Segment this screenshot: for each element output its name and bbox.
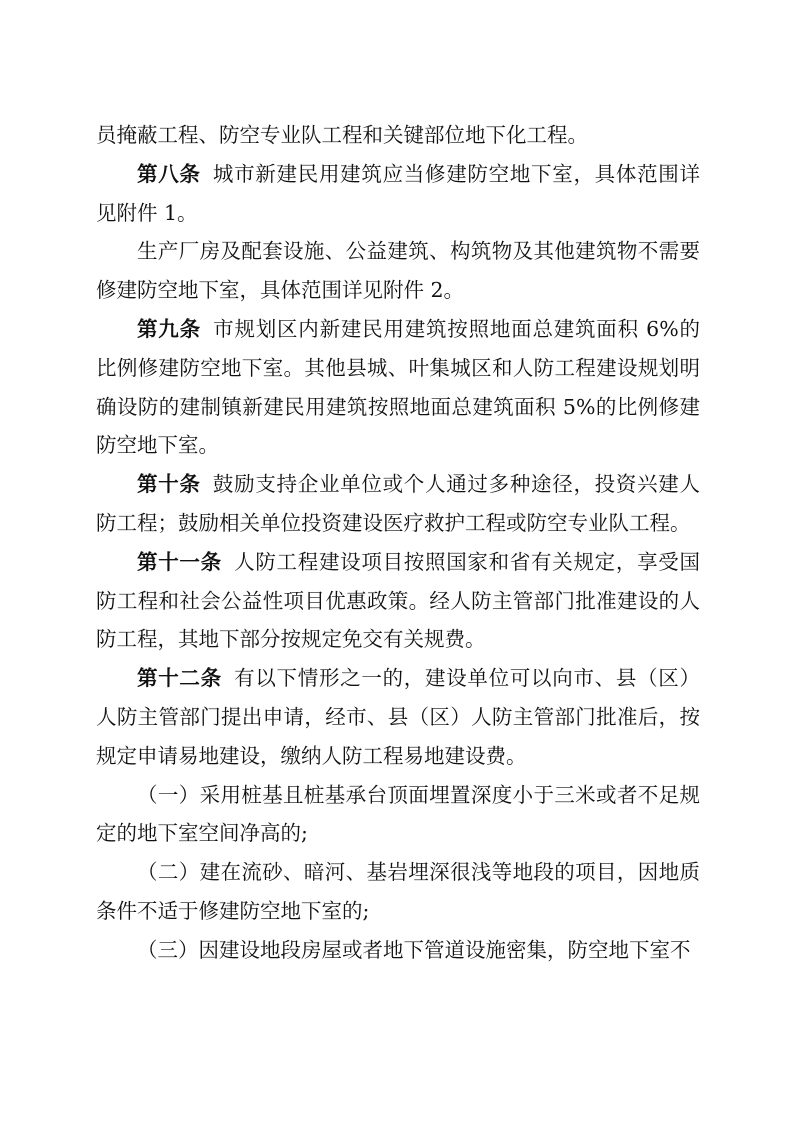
paragraph-text: 城市新建民用建筑应当修建防空地下室，具体范围详见附件 1。 [96, 161, 700, 225]
article-12 [96, 659, 700, 775]
paragraph-text: 员掩蔽工程、防空专业队工程和关键部位地下化工程。 [96, 123, 588, 147]
article-11 [96, 543, 700, 659]
article-heading: 第十条 [137, 472, 201, 497]
paragraph-text: 生产厂房及配套设施、公益建筑、构筑物及其他建筑物不需要修建防空地下室，具体范围详见附件 2。 [96, 239, 700, 303]
article-8 [96, 155, 700, 233]
article-12-item-3 [96, 931, 700, 970]
document-body [96, 116, 700, 970]
article-12-item-2 [96, 853, 700, 931]
paragraph-text: 鼓励支持企业单位或个人通过多种途径，投资兴建人防工程；鼓励相关单位投资建设医疗救护工程或防空专业队工程。 [96, 472, 700, 535]
paragraph-text: （二）建在流砂、暗河、基岩埋深很浅等地段的项目，因地质条件不适于修建防空地下室的; [96, 860, 700, 923]
paragraph-text: （三）因建设地段房屋或者地下管道设施密集，防空地下室不 [137, 937, 691, 962]
paragraph-text: 有以下情形之一的，建设单位可以向市、县（区）人防主管部门提出申请，经市、县（区）人防主管部门批准后，按规定申请易地建设，缴纳人防工程易地建设费。 [96, 666, 701, 768]
paragraph-continuation [96, 116, 700, 155]
paragraph-text: 人防工程建设项目按照国家和省有关规定，享受国防工程和社会公益性项目优惠政策。经人防主管部门批准建设的人防工程，其地下部分按规定免交有关规费。 [96, 549, 701, 652]
paragraph-text: 市规划区内新建民用建筑按照地面总建筑面积 6%的比例修建防空地下室。其他县城、叶集城区和人防工程建设规划明确设防的建制镇新建民用建筑按照地面总建筑面积 5%的比例修建防空地下室。 [96, 316, 700, 458]
article-10 [96, 465, 700, 543]
article-12-item-1 [96, 776, 700, 854]
article-heading: 第八条 [137, 161, 201, 186]
article-heading: 第九条 [137, 316, 201, 341]
article-8-paragraph-2 [96, 232, 700, 310]
article-heading: 第十一条 [137, 549, 222, 574]
article-9 [96, 310, 700, 465]
paragraph-text: （一）采用桩基且桩基承台顶面埋置深度小于三米或者不足规定的地下室空间净高的; [96, 782, 700, 846]
article-heading: 第十二条 [137, 666, 222, 691]
